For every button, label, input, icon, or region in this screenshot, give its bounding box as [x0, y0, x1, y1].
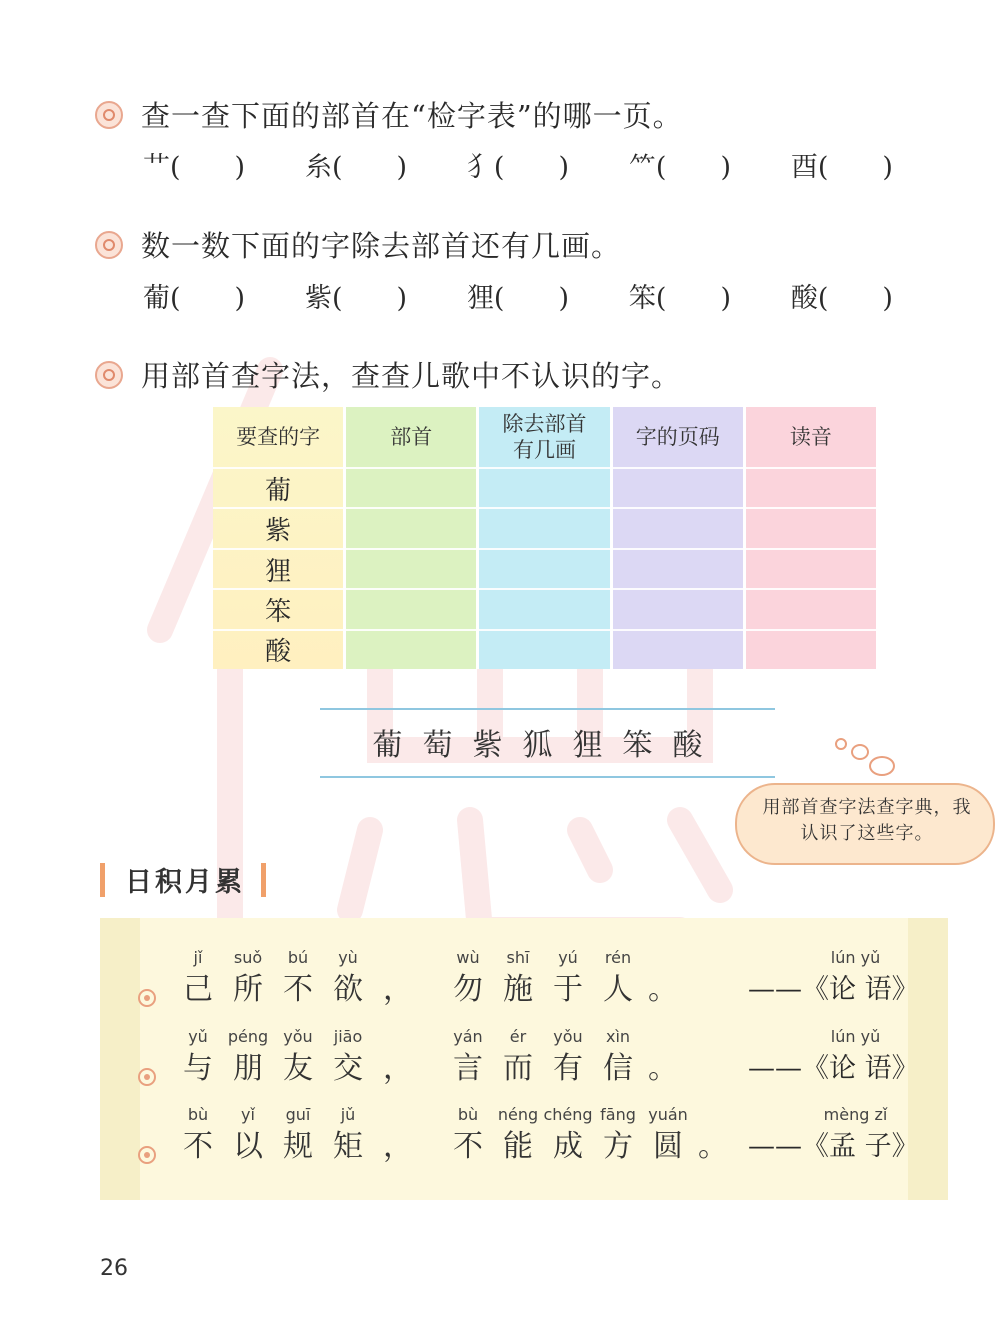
table-cell-empty[interactable] [746, 509, 876, 549]
table-cell-empty[interactable] [479, 631, 609, 669]
pinyin: bù [187, 1105, 209, 1124]
hanzi: 不 [453, 1129, 483, 1164]
radical-blank[interactable]: 艹( ) [143, 152, 246, 183]
stroke-blank[interactable]: 狸( ) [466, 283, 570, 314]
table-cell-empty[interactable] [613, 550, 743, 590]
pinyin: yán [453, 1027, 483, 1046]
table-cell-empty[interactable] [746, 590, 876, 630]
proverb-line [138, 948, 928, 1014]
hanzi: 矩 [333, 1129, 363, 1164]
column-page [613, 407, 746, 669]
pattern-edge [100, 918, 140, 1200]
pinyin: xìn [605, 1027, 631, 1046]
pinyin-character [588, 1027, 648, 1089]
circle-bullet-icon [138, 1068, 156, 1086]
pinyin-character [318, 1105, 378, 1167]
hanzi: 方 [603, 1129, 633, 1164]
pinyin: rén [604, 948, 632, 967]
proverb-line [138, 1105, 928, 1171]
pinyin: yù [338, 948, 358, 967]
hanzi: 人 [603, 972, 633, 1007]
table-cell-char: 笨 [213, 590, 343, 630]
source-title: ——《论 语》 [748, 1053, 919, 1084]
hanzi: 不 [283, 972, 313, 1007]
question-2 [95, 224, 621, 265]
pinyin: yú [558, 948, 578, 967]
source-pinyin: mèng zǐ [823, 1105, 888, 1124]
flower-bullet-icon [95, 101, 123, 129]
heading-bar-left [100, 863, 105, 897]
radical-blank[interactable]: ⺮( ) [628, 152, 731, 183]
period: 。 [648, 972, 678, 1007]
table-cell-empty[interactable] [346, 469, 476, 509]
column-radical [346, 407, 479, 669]
column-strokes [479, 407, 612, 669]
table-cell-empty[interactable] [746, 631, 876, 669]
table-cell-empty[interactable] [346, 590, 476, 630]
section-title: 日积月累 [125, 867, 245, 898]
table-cell-empty[interactable] [613, 631, 743, 669]
comma: ， [383, 1129, 413, 1164]
question-3-text: 用部首查字法，查查儿歌中不认识的字。 [141, 359, 682, 393]
table-cell-empty[interactable] [613, 590, 743, 630]
table-header: 字的页码 [613, 407, 743, 469]
flower-bullet-icon [95, 231, 123, 259]
pinyin: jǔ [340, 1105, 356, 1124]
pinyin: yǐ [241, 1105, 255, 1124]
pinyin: suǒ [233, 948, 263, 967]
table-header: 要查的字 [213, 407, 343, 469]
stroke-blank[interactable]: 葡( ) [143, 283, 246, 314]
hanzi: 朋 [233, 1051, 263, 1086]
pinyin: yǒu [283, 1027, 313, 1046]
table-cell-char: 紫 [213, 509, 343, 549]
flower-bullet-icon [95, 361, 123, 389]
proverb-line [138, 1027, 928, 1093]
table-cell-empty[interactable] [613, 469, 743, 509]
table-cell-char: 狸 [213, 550, 343, 590]
pinyin: chéng [543, 1105, 593, 1124]
hanzi: 施 [503, 972, 533, 1007]
table-cell-empty[interactable] [479, 590, 609, 630]
pinyin: guī [285, 1105, 311, 1124]
hanzi: 友 [283, 1051, 313, 1086]
pinyin: jiāo [333, 1027, 363, 1046]
page-number: 26 [100, 1256, 128, 1281]
hanzi: 于 [553, 972, 583, 1007]
question-2-text: 数一数下面的字除去部首还有几画。 [141, 229, 622, 263]
radical-blank-row [143, 145, 893, 184]
table-cell-empty[interactable] [746, 469, 876, 509]
heading-bar-right [261, 863, 266, 897]
thought-bubble: 用部首查字法查字典，我认识了这些字。 [735, 783, 995, 865]
table-header: 部首 [346, 407, 476, 469]
radical-blank[interactable]: 犭( ) [466, 152, 570, 183]
hanzi: 己 [183, 972, 213, 1007]
stroke-blank[interactable]: 酸( ) [790, 283, 893, 314]
period: 。 [648, 1051, 678, 1086]
radical-blank[interactable]: 酉( ) [790, 152, 893, 183]
stroke-blank-row [143, 276, 893, 315]
hanzi: 能 [503, 1129, 533, 1164]
table-cell-empty[interactable] [613, 509, 743, 549]
pinyin: yǔ [188, 1027, 208, 1046]
pinyin: jǐ [193, 948, 203, 967]
comma: ， [383, 1051, 413, 1086]
pinyin: fāng [600, 1105, 636, 1124]
pinyin: ér [509, 1027, 527, 1046]
table-cell-empty[interactable] [479, 550, 609, 590]
pinyin: péng [227, 1027, 269, 1046]
source-pinyin: lún yǔ [830, 1027, 881, 1046]
circle-bullet-icon [138, 989, 156, 1007]
hanzi: 勿 [453, 972, 483, 1007]
hanzi: 交 [333, 1051, 363, 1086]
source-title: ——《孟 子》 [748, 1131, 919, 1162]
stroke-blank[interactable]: 紫( ) [304, 283, 408, 314]
new-characters: 葡萄紫狐狸笨酸 [372, 728, 723, 763]
radical-blank[interactable]: 糸( ) [304, 152, 408, 183]
table-cell-char: 葡 [213, 469, 343, 509]
pinyin: yǒu [553, 1027, 583, 1046]
hanzi: 而 [503, 1051, 533, 1086]
question-3 [95, 354, 681, 395]
pinyin: néng [497, 1105, 539, 1124]
hanzi: 信 [603, 1051, 633, 1086]
column-pronunciation [746, 407, 876, 669]
pinyin: wù [456, 948, 480, 967]
pinyin: bú [287, 948, 309, 967]
table-cell-empty[interactable] [746, 550, 876, 590]
section-heading [100, 860, 266, 899]
table-header: 除去部首 有几画 [479, 407, 609, 469]
hanzi: 与 [183, 1051, 213, 1086]
pinyin: yuán [648, 1105, 688, 1124]
source-pinyin: lún yǔ [830, 948, 881, 967]
hanzi: 不 [183, 1129, 213, 1164]
question-1-text: 查一查下面的部首在“检字表”的哪一页。 [141, 99, 683, 133]
hanzi: 圆 [653, 1129, 683, 1164]
pinyin-character [318, 1027, 378, 1089]
table-header: 读音 [746, 407, 876, 469]
hanzi: 以 [233, 1129, 263, 1164]
hanzi: 规 [283, 1129, 313, 1164]
period: 。 [698, 1129, 728, 1164]
hanzi: 成 [553, 1129, 583, 1164]
divider [320, 708, 775, 710]
lookup-table [213, 407, 876, 669]
stroke-blank[interactable]: 笨( ) [628, 283, 731, 314]
circle-bullet-icon [138, 1146, 156, 1164]
hanzi: 言 [453, 1051, 483, 1086]
hanzi: 有 [553, 1051, 583, 1086]
pinyin: bù [457, 1105, 479, 1124]
hanzi: 所 [233, 972, 263, 1007]
pinyin-character [318, 948, 378, 1010]
hanzi: 欲 [333, 972, 363, 1007]
table-cell-empty[interactable] [346, 631, 476, 669]
table-cell-empty[interactable] [479, 509, 609, 549]
divider [320, 776, 775, 778]
new-characters-bar [320, 708, 775, 778]
comma: ， [383, 972, 413, 1007]
column-characters [213, 407, 346, 669]
pinyin-character [638, 1105, 698, 1167]
pinyin-character [588, 948, 648, 1010]
question-1 [95, 94, 683, 135]
pinyin: shī [506, 948, 530, 967]
table-cell-empty[interactable] [479, 469, 609, 509]
table-cell-empty[interactable] [346, 509, 476, 549]
table-cell-char: 酸 [265, 637, 292, 668]
table-cell-empty[interactable] [346, 550, 476, 590]
source-title: ——《论 语》 [748, 974, 919, 1005]
